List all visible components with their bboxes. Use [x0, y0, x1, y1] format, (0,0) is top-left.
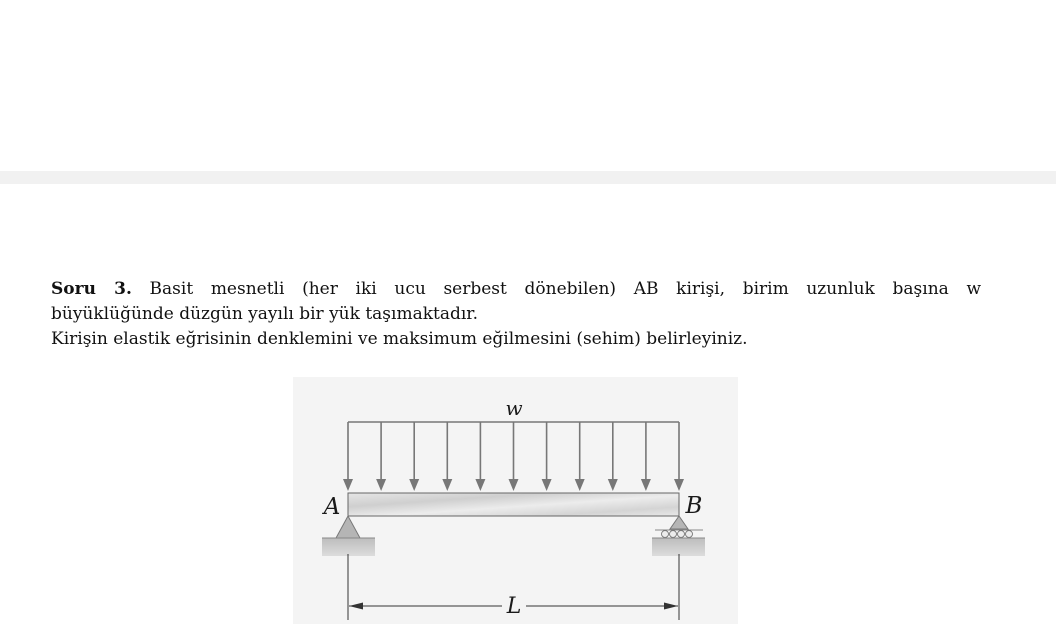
- question-text-1: Basit mesnetli (her iki ucu serbest dönebilen) AB kirişi, birim uzunluk başına w: [149, 279, 981, 299]
- span-label: L: [506, 594, 522, 619]
- beam-diagram: [293, 377, 738, 624]
- load-arrows: [343, 422, 684, 491]
- blank-page-area: [0, 0, 1056, 171]
- question-block: [51, 277, 981, 352]
- load-arrow: [608, 422, 618, 491]
- pin-support-a: [322, 516, 375, 556]
- load-label: w: [505, 396, 523, 420]
- support-label-a: A: [323, 494, 341, 520]
- page-separator: [0, 171, 1056, 184]
- load-arrow: [542, 422, 552, 491]
- load-arrow: [641, 422, 651, 491]
- load-arrow: [674, 422, 684, 491]
- support-label-b: B: [685, 493, 703, 519]
- load-arrow: [442, 422, 452, 491]
- question-line-1: [51, 277, 981, 302]
- question-line-3: Kirişin elastik eğrisinin denklemini ve maksimum eğilmesini (sehim) belirleyiniz.: [51, 329, 748, 349]
- load-arrow: [343, 422, 353, 491]
- load-arrow: [475, 422, 485, 491]
- question-label: Soru 3.: [51, 279, 132, 299]
- question-line-2: büyüklüğünde düzgün yayılı bir yük taşımaktadır.: [51, 304, 478, 324]
- roller-support-b: [652, 516, 705, 556]
- load-arrow: [509, 422, 519, 491]
- beam: [348, 493, 679, 516]
- load-arrow: [376, 422, 386, 491]
- beam-figure: [293, 377, 738, 624]
- load-arrow: [409, 422, 419, 491]
- load-arrow: [575, 422, 585, 491]
